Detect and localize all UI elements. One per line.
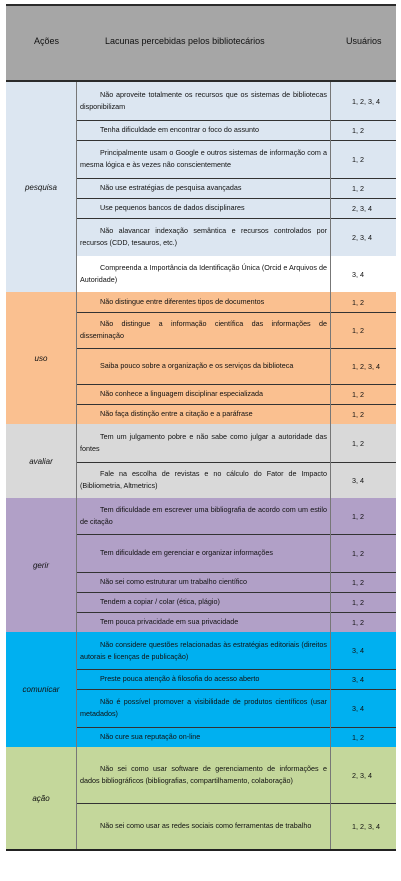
users-value: 1, 2 — [352, 409, 364, 419]
table-row — [76, 292, 396, 312]
users-value: 3, 4 — [352, 703, 364, 713]
header-users: Usuários — [346, 36, 382, 46]
header-actions: Ações — [34, 36, 60, 46]
action-label: ação — [32, 793, 50, 803]
users-value: 1, 2 — [352, 438, 364, 448]
table-row — [76, 747, 396, 803]
gap-description: Não alavancar indexação semântica e recursos controlados por recursos (CDD, tesauros, etc.) — [80, 226, 327, 247]
users-value: 1, 2 — [352, 577, 364, 587]
users-value: 3, 4 — [352, 674, 364, 684]
column-divider — [76, 82, 77, 849]
table-row — [76, 727, 396, 747]
table-row — [76, 82, 396, 120]
table-row — [76, 462, 396, 498]
action-label: comunicar — [22, 685, 60, 694]
gap-description: Não é possível promover a visibilidade de produtos científicos (usar metadados) — [80, 697, 327, 718]
users-value: 1, 2 — [352, 183, 364, 193]
table-row — [76, 218, 396, 256]
table-row — [76, 256, 396, 292]
table-row — [76, 669, 396, 689]
gap-description: Não faça distinção entre a citação e a paráfrase — [100, 409, 253, 418]
users-value: 1, 2 — [352, 389, 364, 399]
table-row — [76, 572, 396, 592]
gap-description: Não sei como usar as redes sociais como ferramentas de trabalho — [100, 821, 312, 830]
action-label: gerir — [32, 560, 49, 570]
gap-description: Principalmente usam o Google e outros sistemas de informação com a mesma lógica e às vezes não conscientemente — [80, 148, 327, 169]
table-row — [76, 120, 396, 140]
gap-description: Não sei como estruturar um trabalho científico — [100, 577, 248, 586]
table-bottom-border — [6, 849, 396, 851]
users-value: 3, 4 — [352, 269, 364, 279]
gap-description: Fale na escolha de revistas e no cálculo do Fator de Impacto (Bibliometria, Altmetrics) — [80, 469, 327, 490]
gap-description: Não aproveite totalmente os recursos que os sistemas de bibliotecas disponibilizam — [80, 90, 327, 111]
users-value: 2, 3, 4 — [352, 203, 372, 213]
gap-description: Não considere questões relacionadas às estratégias editoriais (direitos autorais e licenças de publicação) — [80, 639, 327, 661]
gap-description: Tendem a copiar / colar (ética, plágio) — [100, 597, 220, 606]
users-value: 3, 4 — [352, 475, 364, 485]
gap-description: Não cure sua reputação on-line — [100, 732, 201, 741]
column-divider — [330, 82, 331, 849]
gap-description: Use pequenos bancos de dados disciplinares — [100, 203, 245, 212]
table-row — [76, 534, 396, 572]
gap-description: Saiba pouco sobre a organização e os serviços da biblioteca — [100, 361, 294, 370]
table-row — [76, 178, 396, 198]
gap-description: Não conhece a linguagem disciplinar especializada — [100, 389, 264, 398]
table-row — [76, 689, 396, 727]
users-value: 1, 2 — [352, 297, 364, 307]
action-label: avaliar — [29, 456, 53, 466]
table-row — [76, 632, 396, 669]
table-row — [76, 404, 396, 424]
users-value: 1, 2 — [352, 325, 364, 335]
gap-description: Tem um julgamento pobre e não sabe como julgar a autoridade das fontes — [80, 432, 327, 453]
table-row — [76, 424, 396, 462]
gap-description: Não distingue a informação científica das informações de disseminação — [80, 319, 327, 340]
users-value: 1, 2, 3, 4 — [352, 361, 380, 371]
users-value: 1, 2 — [352, 617, 364, 627]
gaps-table — [6, 4, 396, 877]
action-label: uso — [34, 353, 48, 363]
action-label: pesquisa — [24, 182, 58, 192]
table-row — [76, 198, 396, 218]
table-row — [76, 803, 396, 849]
table-row — [76, 140, 396, 178]
gap-description: Compreenda a Importância da Identificação Única (Orcid e Arquivos de Autoridade) — [80, 263, 327, 284]
users-value: 1, 2 — [352, 125, 364, 135]
users-value: 3, 4 — [352, 646, 364, 655]
users-value: 1, 2 — [352, 511, 364, 521]
gap-description: Tem dificuldade em escrever uma bibliografia de acordo com um estilo de citação — [80, 505, 327, 526]
table-row — [76, 348, 396, 384]
users-value: 2, 3, 4 — [352, 770, 372, 780]
table-header — [6, 4, 396, 82]
users-value: 1, 2, 3, 4 — [352, 821, 380, 831]
users-value: 1, 2 — [352, 548, 364, 558]
header-gaps: Lacunas percebidas pelos bibliotecários — [105, 36, 265, 46]
table-row — [76, 612, 396, 632]
users-value: 1, 2, 3, 4 — [352, 96, 380, 106]
gap-description: Não sei como usar software de gerenciamento de informações e dados bibliográficos (bibliografias, compartilhamento, colaboração) — [80, 764, 327, 785]
gap-description: Preste pouca atenção à filosofia do acesso aberto — [100, 674, 260, 683]
table-row — [76, 498, 396, 534]
gap-description: Não use estratégias de pesquisa avançadas — [100, 183, 242, 192]
users-value: 1, 2 — [352, 154, 364, 164]
table-row — [76, 312, 396, 348]
gap-description: Não distingue entre diferentes tipos de documentos — [100, 297, 265, 306]
users-value: 1, 2 — [352, 732, 364, 742]
gap-description: Tem dificuldade em gerenciar e organizar informações — [100, 548, 273, 557]
table-row — [76, 592, 396, 612]
gap-description: Tenha dificuldade em encontrar o foco do assunto — [100, 125, 260, 134]
users-value: 2, 3, 4 — [352, 232, 372, 242]
users-value: 1, 2 — [352, 597, 364, 607]
gap-description: Tem pouca privacidade em sua privacidade — [100, 617, 239, 626]
table-row — [76, 384, 396, 404]
